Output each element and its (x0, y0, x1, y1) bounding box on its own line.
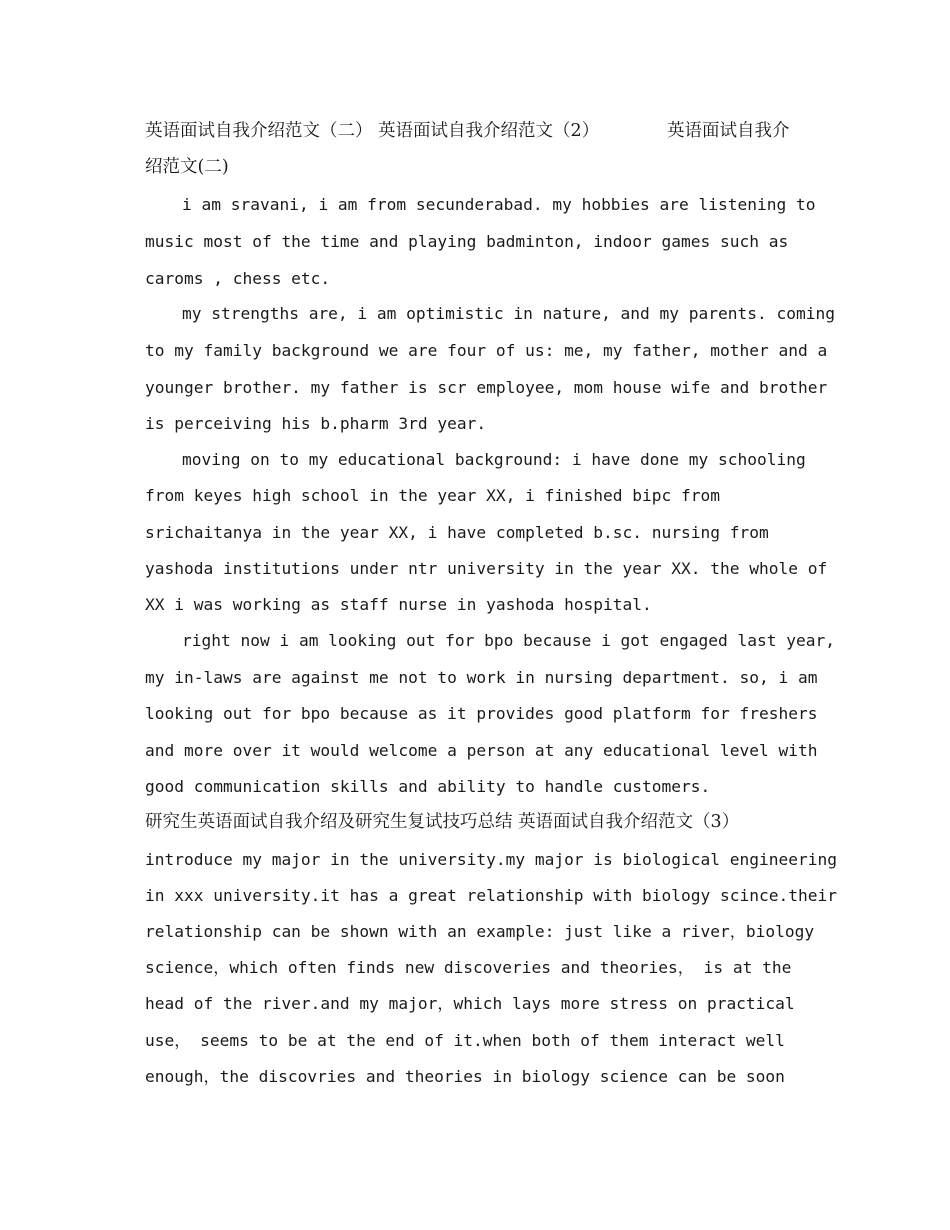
section-heading: 研究生英语面试自我介绍及研究生复试技巧总结 英语面试自我介绍范文（3） (145, 812, 740, 832)
paragraph-line: science，which often finds new discoveries and theories， is at the (145, 958, 792, 977)
paragraph-line: looking out for bpo because as it provides good platform for freshers (145, 704, 818, 723)
paragraph-line: introduce my major in the university.my major is biological engineering (145, 850, 837, 869)
paragraph-line: and more over it would welcome a person at any educational level with (145, 741, 818, 760)
title-line-1: 英语面试自我介绍范文（二） 英语面试自我介绍范文（2） (145, 121, 600, 141)
paragraph-line: younger brother. my father is scr employee, mom house wife and brother (145, 378, 828, 397)
paragraph-line: caroms , chess etc. (145, 269, 331, 288)
paragraph-line: head of the river.and my major，which lays more stress on practical (145, 994, 795, 1013)
title-line-1-right: 英语面试自我介 (667, 121, 790, 141)
paragraph-line: i am sravani, i am from secunderabad. my hobbies are listening to (182, 195, 816, 214)
paragraph-line: music most of the time and playing badminton, indoor games such as (145, 232, 789, 251)
paragraph-line: is perceiving his b.pharm 3rd year. (145, 414, 487, 433)
paragraph-line: my strengths are, i am optimistic in nature, and my parents. coming (182, 304, 835, 323)
paragraph-line: in xxx university.it has a great relationship with biology scince.their (145, 886, 837, 905)
paragraph-line: good communication skills and ability to handle customers. (145, 777, 711, 796)
paragraph-line: XX i was working as staff nurse in yashoda hospital. (145, 595, 652, 614)
title-line-2: 绍范文(二) (145, 157, 229, 177)
paragraph-line: relationship can be shown with an example: just like a river，biology (145, 922, 815, 941)
paragraph-line: srichaitanya in the year XX, i have completed b.sc. nursing from (145, 523, 769, 542)
paragraph-line: my in-laws are against me not to work in nursing department. so, i am (145, 668, 818, 687)
paragraph-line: yashoda institutions under ntr university in the year XX. the whole of (145, 559, 828, 578)
paragraph-line: from keyes high school in the year XX, i finished bipc from (145, 486, 720, 505)
paragraph-line: enough，the discovries and theories in biology science can be soon (145, 1067, 785, 1086)
paragraph-line: right now i am looking out for bpo because i got engaged last year, (182, 631, 835, 650)
paragraph-line: to my family background we are four of us: me, my father, mother and a (145, 341, 828, 360)
paragraph-line: use， seems to be at the end of it.when both of them interact well (145, 1031, 785, 1050)
paragraph-line: moving on to my educational background: i have done my schooling (182, 450, 806, 469)
